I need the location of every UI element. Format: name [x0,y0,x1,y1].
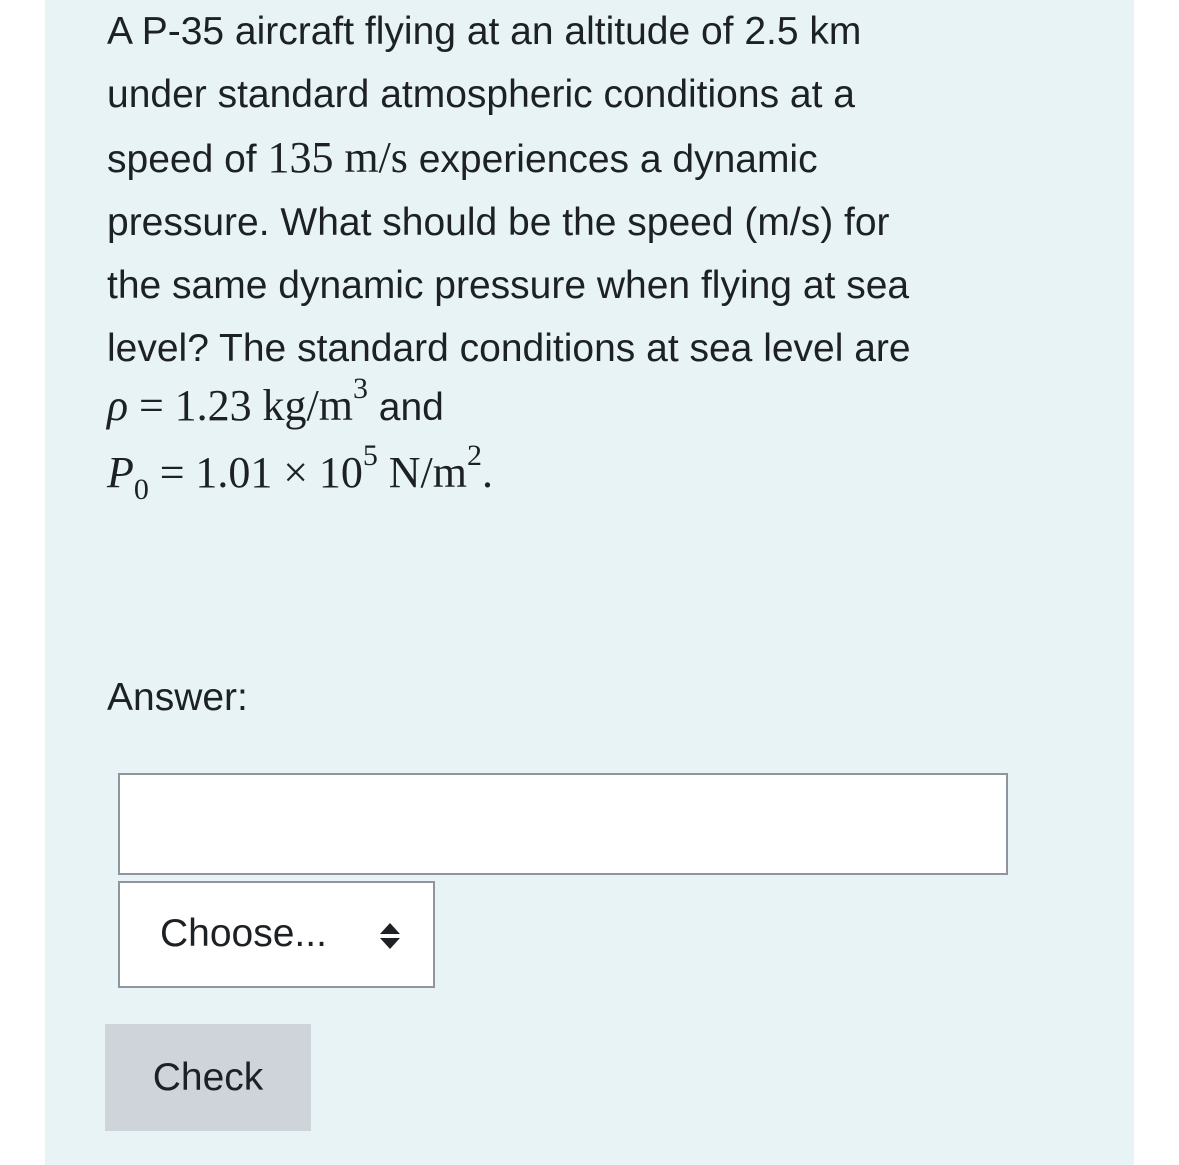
question-line-6: level? The standard conditions at sea level are [107,327,911,370]
pressure-formula [107,439,493,506]
speed-suffix: experiences a dynamic [407,138,818,181]
speed-value: 135 [267,133,334,182]
answer-label: Answer: [107,676,248,719]
question-line-2: under standard atmospheric conditions at a [107,73,855,116]
question-line-5: the same dynamic pressure when flying at sea [107,264,910,307]
rho-value: 1.23 [174,381,252,430]
conjunction-and: and [378,386,444,429]
power-of-ten [318,439,378,497]
density-formula [107,372,444,431]
power-exponent: 5 [362,439,378,472]
times-sign: × [283,448,309,497]
pressure-equals: = [159,448,185,497]
pressure-unit-exponent: 2 [467,439,482,472]
pressure-subscript: 0 [133,473,149,506]
unit-select[interactable] [118,881,435,988]
speed-unit: m/s [344,133,408,182]
unit-select-value: Choose... [160,912,327,955]
rho-equals: = [138,381,164,430]
question-line-4: pressure. What should be the speed (m/s) for [107,201,890,244]
speed-prefix: speed of [107,138,268,181]
power-base: 10 [318,448,363,497]
formula-period: . [482,448,493,497]
check-button[interactable]: Check [105,1024,311,1131]
question-line-1: A P-35 aircraft flying at an altitude of 2.5 km [107,10,862,53]
pressure-mantissa: 1.01 [195,448,273,497]
question-line-3 [107,126,1087,191]
answer-input[interactable] [118,773,1008,875]
pressure-unit [388,439,482,497]
rho-unit-exponent: 3 [352,372,368,405]
pressure-symbol: P [107,448,134,497]
question-text [107,0,1087,380]
rho-unit [262,372,368,430]
rho-symbol: ρ [107,381,129,430]
pressure-unit-text: N/m [388,448,467,497]
updown-arrows-icon [378,921,402,951]
rho-unit-text: kg/m [262,381,353,430]
